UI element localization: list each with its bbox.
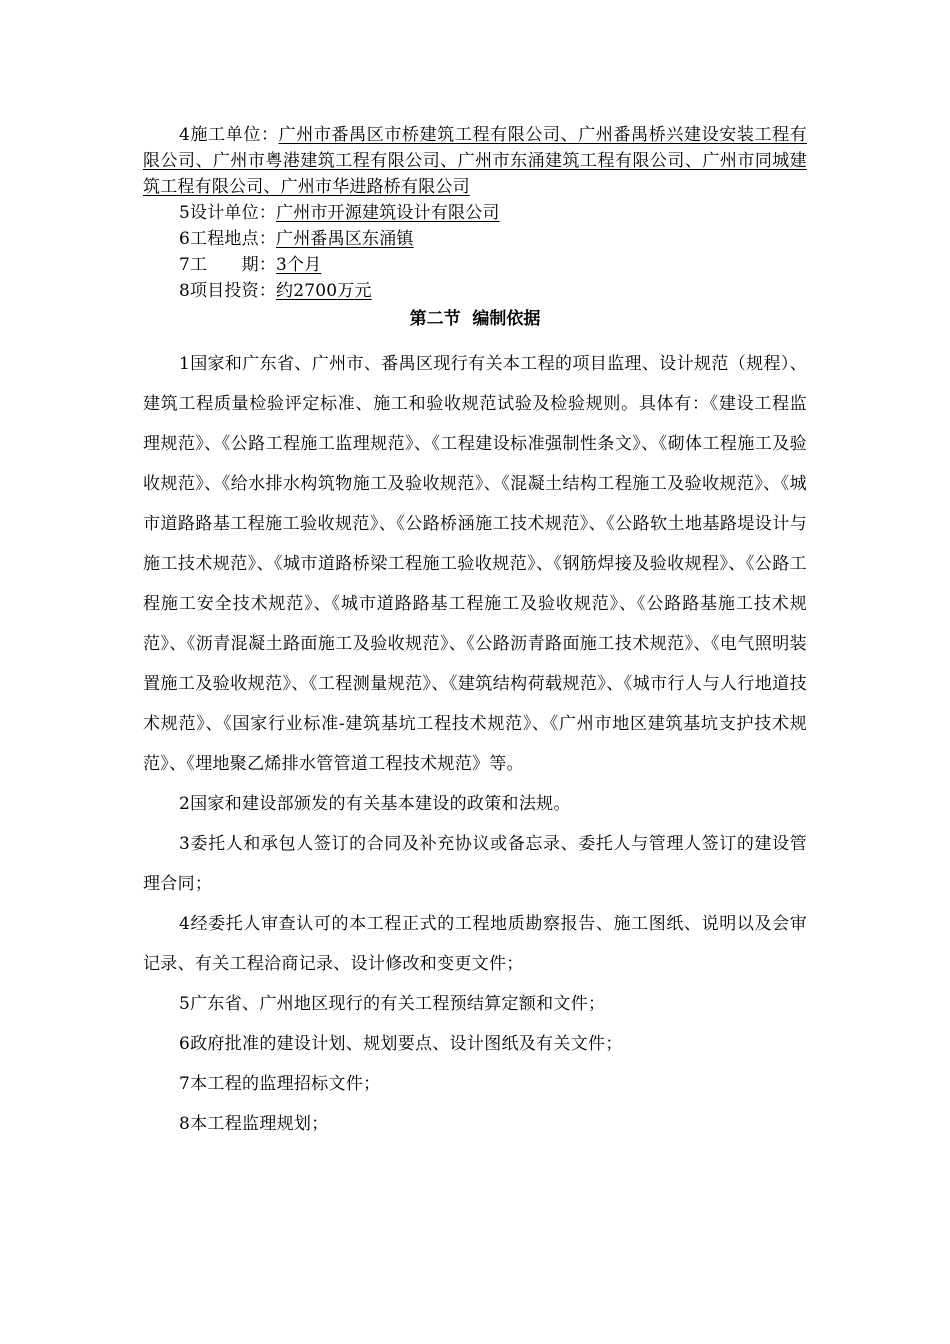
- basis-item-6: 6政府批准的建设计划、规划要点、设计图纸及有关文件；: [179, 1034, 623, 1054]
- design-unit-value: 广州市开源建筑设计有限公司: [276, 203, 500, 223]
- construction-unit-value: 广州市番禺区市桥建筑工程有限公司、广州番禺桥兴建设安装工程有限公司、广州市粤港建筑工程有限公司、广州市东涌建筑工程有限公司、广州市同城建筑工程有限公司、广州市华进路桥有限公司: [143, 125, 807, 197]
- investment-value: 约2700万元: [276, 281, 372, 301]
- basis-item-8: 8本工程监理规划；: [179, 1114, 329, 1134]
- design-unit-line: [143, 200, 807, 226]
- construction-unit-line: [143, 122, 807, 200]
- basis-item-5: 5广东省、广州地区现行的有关工程预结算定额和文件；: [179, 994, 606, 1014]
- basis-item-2: 2国家和建设部颁发的有关基本建设的政策和法规。: [179, 794, 571, 814]
- investment-line: [143, 278, 807, 304]
- design-unit-label: 5设计单位：: [179, 203, 277, 223]
- basis-item-3: 3委托人和承包人签订的合同及补充协议或备忘录、委托人与管理人签订的建设管理合同；: [143, 834, 807, 894]
- location-value: 广州番禺区东涌镇: [276, 229, 414, 249]
- construction-unit-label: 4施工单位：: [179, 125, 279, 145]
- basis-item-1: 1国家和广东省、广州市、番禺区现行有关本工程的项目监理、设计规范（规程）、建筑工程质量检验评定标准、施工和验收规范试验及检验规则。具体有：《建设工程监理规范》、《公路工程施工监理规范》、《工程建设标准强制性条文》、《砌体工程施工及验收规范》、《给水排水构筑物施工及验收规范》、《混凝土结构工程施工及验收规范》、《城市道路路基工程施工验收规范》、《公路桥涵施工技术规范》、《公路软土地基路堤设计与施工技术规范》、《城市道路桥梁工程施工验收规范》、《钢筋焊接及验收规程》、《公路工程施工安全技术规范》、《城市道路路基工程施工及验收规范》、《公路路基施工技术规范》、《沥青混凝土路面施工及验收规范》、《公路沥青路面施工技术规范》、《电气照明装置施工及验收规范》、《工程测量规范》、《建筑结构荷载规范》、《城市行人与人行地道技术规范》、《国家行业标准-建筑基坑工程技术规范》、《广州市地区建筑基坑支护技术规范》、《埋地聚乙烯排水管管道工程技术规范》等。: [143, 354, 807, 774]
- document-page: [143, 122, 807, 1144]
- location-line: [143, 226, 807, 252]
- basis-item-4: 4经委托人审查认可的本工程正式的工程地质勘察报告、施工图纸、说明以及会审记录、有关工程洽商记录、设计修改和变更文件；: [143, 914, 807, 974]
- investment-label: 8项目投资：: [179, 281, 277, 301]
- duration-line: [143, 252, 807, 278]
- duration-value: 3个月: [276, 255, 322, 275]
- basis-item-7: 7本工程的监理招标文件；: [179, 1074, 381, 1094]
- duration-label: 7工 期：: [179, 255, 277, 275]
- location-label: 6工程地点：: [179, 229, 277, 249]
- section-title: 第二节 编制依据: [409, 309, 541, 329]
